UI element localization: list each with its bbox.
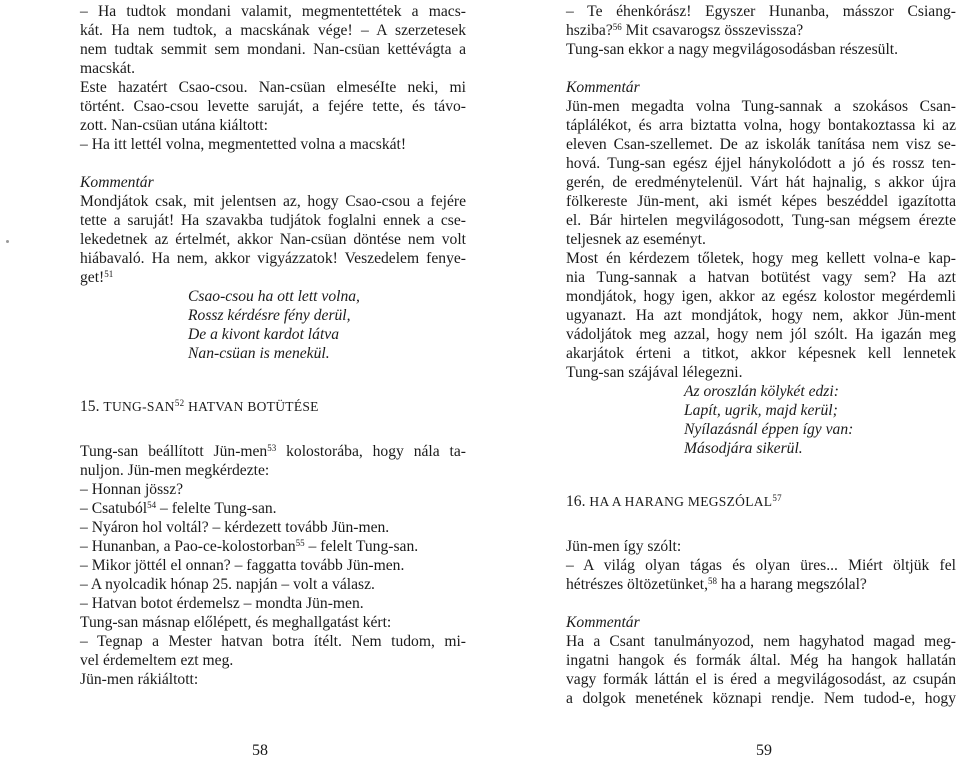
poem-line: Rossz kérdésre fény derül, xyxy=(188,307,351,324)
text-line: Most én kérdezem tőletek, hogy meg kellett volna-e kap- xyxy=(566,250,956,267)
text-line: macskát. xyxy=(80,60,135,77)
page-number: 58 xyxy=(252,742,268,759)
poem-line: De a kivont kardot látva xyxy=(188,326,339,343)
text-line: – A nyolcadik hónap 25. napján – volt a válasz. xyxy=(80,576,375,593)
text-line: Tung-san szájával lélegezni. xyxy=(566,364,743,381)
footnote-ref: 52 xyxy=(174,398,185,408)
footnote-ref: 55 xyxy=(295,538,305,548)
text-line: kát. Ha nem tudtok, a macskának vége! – A szerzetesek xyxy=(80,22,466,39)
text-line: gerén, de eredménytelenül. Várt hát hajnalig, s akkor újra xyxy=(566,174,956,191)
text-line: hová. Tung-san egész éjjel hánykolódott a jó és rossz ten- xyxy=(566,155,956,172)
poem-line: Csao-csou ha ott lett volna, xyxy=(188,288,360,305)
text-line: tette a saruját! Ha szavakba tudjátok foglalni ennek a cse- xyxy=(80,212,466,229)
page-number: 59 xyxy=(756,742,772,759)
text-line: teljesnek az eseményt. xyxy=(566,231,706,248)
text-line: vel érdemeltem ezt meg. xyxy=(80,652,234,669)
section-title: TUNG-SAN$^{52}$ HATVAN BOTÜTÉSE xyxy=(103,398,319,414)
scan-speck xyxy=(6,240,9,243)
commentary-label: Kommentár xyxy=(566,79,640,96)
text-line: nem tudtak semmit sem mondani. Nan-csüan kettévágta a xyxy=(80,41,466,58)
poem-line: Lapít, ugrik, majd kerül; xyxy=(684,402,838,419)
footnote-ref: 56 xyxy=(612,22,622,32)
text-line: Este hazatért Csao-csou. Nan-csüan elmeséIte neki, mi xyxy=(80,79,466,96)
text-line: a dolgok menetének köznapi rendje. Nem tudod-e, hogy xyxy=(566,690,956,707)
right-page xyxy=(480,0,960,766)
text-line: hiábavaló. Ha nem, akkor vigyázzatok! Veszedelem fenye- xyxy=(80,250,466,267)
text-line xyxy=(80,268,466,287)
right-intro xyxy=(566,2,956,59)
poem-line: Az oroszlán kölykét edzi: xyxy=(684,383,839,400)
text-line: Jün-men rákiáltott: xyxy=(80,671,199,688)
left-poem xyxy=(80,287,466,363)
text-line: Mondjátok csak, mit jelentsen az, hogy Csao-csou a fejére xyxy=(80,193,466,210)
text-line: hétrészes öltözetünket,$^{58}$ ha a harang megszólal? xyxy=(566,576,867,593)
left-commentary xyxy=(80,192,466,287)
section-title: HA A HARANG MEGSZÓLAL$^{57}$ xyxy=(589,493,782,509)
text-line: lekedetnek az értelmét, akkor Nan-csüan döntése nem volt xyxy=(80,231,466,248)
text-line: ugyanazt. Ha azt mondjátok, hogy nem, akkor Jün-ment xyxy=(566,307,956,324)
text-line: – Ha itt lettél volna, megmentetted volna a macskát! xyxy=(80,136,407,153)
left-intro xyxy=(80,2,466,154)
text-line: eleven Csan-szellemet. De az iskolák tanítása nem visz se- xyxy=(566,136,956,153)
text-line: el. Bár hirtelen megvilágosodott, Tung-san mégsem érezte xyxy=(566,212,956,229)
text-line: – A világ olyan tágas és olyan üres... Miért öltjük fel xyxy=(566,557,956,574)
text-line: – Tegnap a Mester hatvan botra ítélt. Nem tudom, mi- xyxy=(80,633,466,650)
text-line: fölkereste Jün-ment, aki ismét képes beszéddel igazította xyxy=(566,193,956,210)
right-poem xyxy=(566,382,956,458)
right-commentary-2 xyxy=(566,632,956,708)
line-text: get! xyxy=(80,269,105,286)
footnote-ref: 57 xyxy=(772,493,782,503)
text-line: Ha a Csant tanulmányozod, nem hagyhatod magad meg- xyxy=(566,633,956,650)
poem-line: Nan-csüan is menekül. xyxy=(188,345,330,362)
footnote-ref: 58 xyxy=(708,576,718,586)
section-number: 15. xyxy=(80,398,100,415)
text-line: vagy formák láttán el is éred a megvilágosodást, az csupán xyxy=(566,671,956,688)
footnote-ref: 53 xyxy=(267,443,277,453)
text-line: – Te éhenkórász! Egyszer Hunanba, másszor Csiang- xyxy=(566,3,956,20)
text-line: nia Tung-sannak a hatvan botütést vagy sem? Ha azt xyxy=(566,269,956,286)
left-story xyxy=(80,442,466,689)
text-line: vádoljátok meg azzal, hogy nem jól szólt. Ha igazán meg xyxy=(566,326,956,343)
text-line: akarjátok érteni a titkot, akkor képesnek kell lennetek xyxy=(566,345,956,362)
section-heading-16 xyxy=(566,492,956,511)
text-line: Tung-san beállított Jün-men$^{53}$ kolostorába, hogy nála ta- xyxy=(80,443,466,460)
text-line: Tung-san másnap előlépett, és meghallgatást kért: xyxy=(80,614,392,631)
text-line: – Honnan jössz? xyxy=(80,481,184,498)
commentary-label: Kommentár xyxy=(80,174,154,191)
text-line: zott. Nan-csüan utána kiáltott: xyxy=(80,117,268,134)
text-line: – Ha tudtok mondani valamit, megmentettétek a macs- xyxy=(80,3,466,20)
text-line: – Hatvan botot érdemelsz – mondta Jün-men. xyxy=(80,595,364,612)
section-heading-15 xyxy=(80,397,466,416)
text-line: nuljon. Jün-men megkérdezte: xyxy=(80,462,270,479)
text-line: hsziba?$^{56}$ Mit csavarogsz összevissza? xyxy=(566,22,804,39)
section-number: 16. xyxy=(566,493,586,510)
text-line: Jün-men így szólt: xyxy=(566,538,682,555)
text-line: – Mikor jöttél el onnan? – faggatta tovább Jün-men. xyxy=(80,557,405,574)
footnote-ref: 54 xyxy=(147,500,157,510)
commentary-label: Kommentár xyxy=(566,614,640,631)
right-commentary xyxy=(566,97,956,382)
right-story xyxy=(566,537,956,594)
text-line: – Hunanban, a Pao-ce-kolostorban$^{55}$ – felelt Tung-san. xyxy=(80,538,419,555)
poem-line: Másodjára sikerül. xyxy=(684,440,803,457)
text-line: Tung-san ekkor a nagy megvilágosodásban részesült. xyxy=(566,41,899,58)
text-line: – Nyáron hol voltál? – kérdezett tovább Jün-men. xyxy=(80,519,390,536)
poem-line: Nyílazásnál éppen így van: xyxy=(684,421,854,438)
text-line: történt. Csao-csou levette saruját, a fejére tette, és távo- xyxy=(80,98,466,115)
footnote-ref: 51 xyxy=(104,269,114,279)
text-line: mondjátok, hogy igen, akkor az egész kolostor megérdemli xyxy=(566,288,956,305)
text-line: – Csatuból$^{54}$ – felelte Tung-san. xyxy=(80,500,277,517)
text-line: Jün-men megadta volna Tung-sannak a szokásos Csan- xyxy=(566,98,956,115)
text-line: ingatni hangok és formák által. Még ha hangok hallatán xyxy=(566,652,956,669)
text-line: táplálékot, és arra biztatta volna, hogy bontakoztassa ki az xyxy=(566,117,956,134)
